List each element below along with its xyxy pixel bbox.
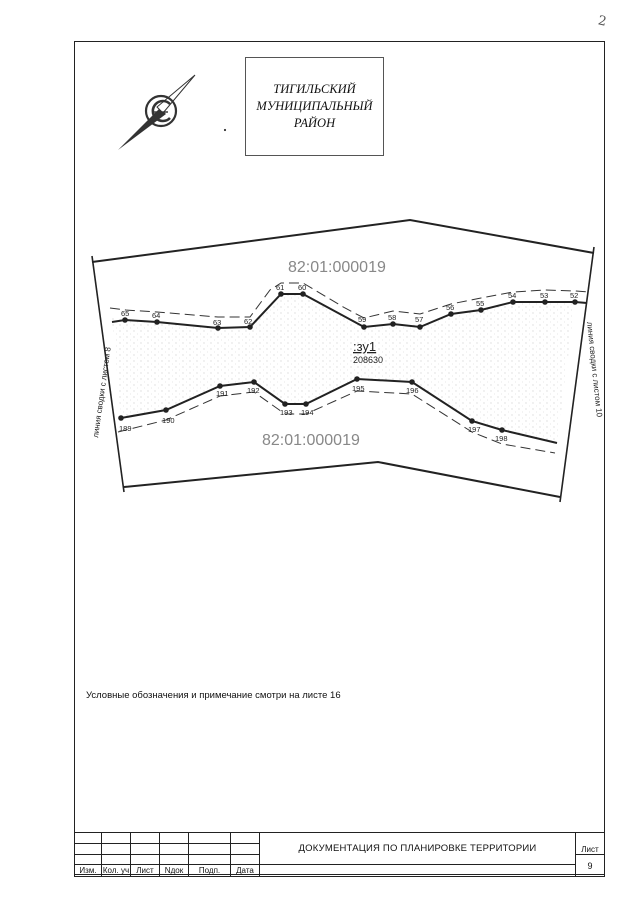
point-label: 56	[446, 303, 455, 312]
cadastral-label-bottom: 82:01:000019	[262, 432, 360, 449]
edge-caption-right: линия сводки с листом 10	[585, 321, 604, 418]
boundary-point	[303, 401, 309, 407]
boundary-point	[163, 407, 169, 413]
point-label: 52	[570, 291, 579, 300]
point-label: 194	[301, 408, 314, 417]
point-label: 54	[508, 291, 517, 300]
stamp-cell	[160, 844, 189, 855]
boundary-point	[499, 427, 505, 433]
stamp-cell	[75, 844, 102, 855]
stamp-cell	[231, 855, 260, 865]
boundary-point	[417, 324, 423, 330]
stamp-header-izm: Изм.	[75, 865, 102, 877]
point-label: 62	[244, 317, 253, 326]
region-title-line-2: МУНИЦИПАЛЬНЫЙ	[256, 99, 373, 113]
region-title-line-1: ТИГИЛЬСКИЙ	[273, 82, 356, 96]
point-label: 198	[495, 434, 508, 443]
boundary-point	[409, 379, 415, 385]
point-label: 195	[352, 384, 365, 393]
stamp-cell	[131, 833, 160, 844]
boundary-point	[300, 291, 306, 297]
cadastral-label-top: 82:01:000019	[288, 259, 386, 276]
stamp-cell	[102, 855, 131, 865]
corner-handwritten-mark: 2	[596, 13, 608, 30]
boundary-point	[118, 415, 124, 421]
point-label: 189	[119, 424, 132, 433]
stamp-cell	[131, 844, 160, 855]
edge-caption-left: линия сводки с листом 8	[91, 346, 113, 439]
point-label: 63	[213, 318, 222, 327]
region-title-line-3: РАЙОН	[293, 116, 336, 130]
point-label: 57	[415, 315, 424, 324]
point-label: 197	[468, 425, 481, 434]
boundary-point	[154, 319, 160, 325]
stamp-header-ndok: Nдок	[160, 865, 189, 877]
stamp-cell	[189, 855, 231, 865]
point-label: 64	[152, 311, 161, 320]
boundary-point	[251, 379, 257, 385]
stamp-header-podp: Подп.	[189, 865, 231, 877]
boundary-point	[390, 321, 396, 327]
stamp-cell	[160, 833, 189, 844]
legend-note: Условные обозначения и примечание смотри на листе 16	[86, 690, 341, 701]
stamp-cell	[260, 865, 576, 877]
stamp-cell	[75, 855, 102, 865]
sheet-number: 9	[576, 855, 605, 877]
boundary-point	[122, 317, 128, 323]
north-arrow-icon	[118, 75, 195, 150]
stamp-cell	[189, 833, 231, 844]
boundary-point	[510, 299, 516, 305]
boundary-point	[542, 299, 548, 305]
stamp-cell	[131, 855, 160, 865]
outer-boundary-bottom	[124, 462, 560, 497]
stamp-cell	[231, 844, 260, 855]
stamp-cell	[231, 833, 260, 844]
region-title-box	[245, 57, 384, 156]
document-title: ДОКУМЕНТАЦИЯ ПО ПЛАНИРОВКЕ ТЕРРИТОРИИ	[260, 833, 576, 865]
point-label: 196	[406, 386, 419, 395]
point-label: 65	[121, 309, 130, 318]
stamp-cell	[160, 855, 189, 865]
boundary-point	[282, 401, 288, 407]
plot-area: 208630	[353, 355, 384, 365]
point-label: 192	[247, 386, 260, 395]
speck-mark	[224, 129, 226, 131]
stamp-header-kol-uch: Кол. уч	[102, 866, 130, 875]
boundary-point	[478, 307, 484, 313]
boundary-point	[361, 324, 367, 330]
sheet-label: Лист	[576, 833, 605, 855]
boundary-point	[469, 418, 475, 424]
point-label: 59	[358, 315, 367, 324]
point-label: 190	[162, 416, 175, 425]
stamp-cell	[102, 844, 131, 855]
boundary-point	[278, 291, 284, 297]
point-label: 55	[476, 299, 485, 308]
stamp-cell	[189, 844, 231, 855]
plot-label: :зу1	[353, 339, 377, 354]
boundary-point	[354, 376, 360, 382]
boundary-point	[217, 383, 223, 389]
stamp-header-list: Лист	[131, 865, 160, 877]
boundary-point	[448, 311, 454, 317]
point-label: 53	[540, 291, 549, 300]
stamp-header-data: Дата	[231, 865, 260, 877]
point-label: 193	[280, 408, 293, 417]
outer-boundary-top	[92, 220, 594, 262]
title-block	[74, 832, 605, 877]
point-label: 191	[216, 389, 229, 398]
point-label: 58	[388, 313, 397, 322]
point-label: 60	[298, 283, 307, 292]
point-label: 61	[276, 283, 285, 292]
stamp-cell	[102, 833, 131, 844]
boundary-point	[572, 299, 578, 305]
stamp-cell	[75, 833, 102, 844]
